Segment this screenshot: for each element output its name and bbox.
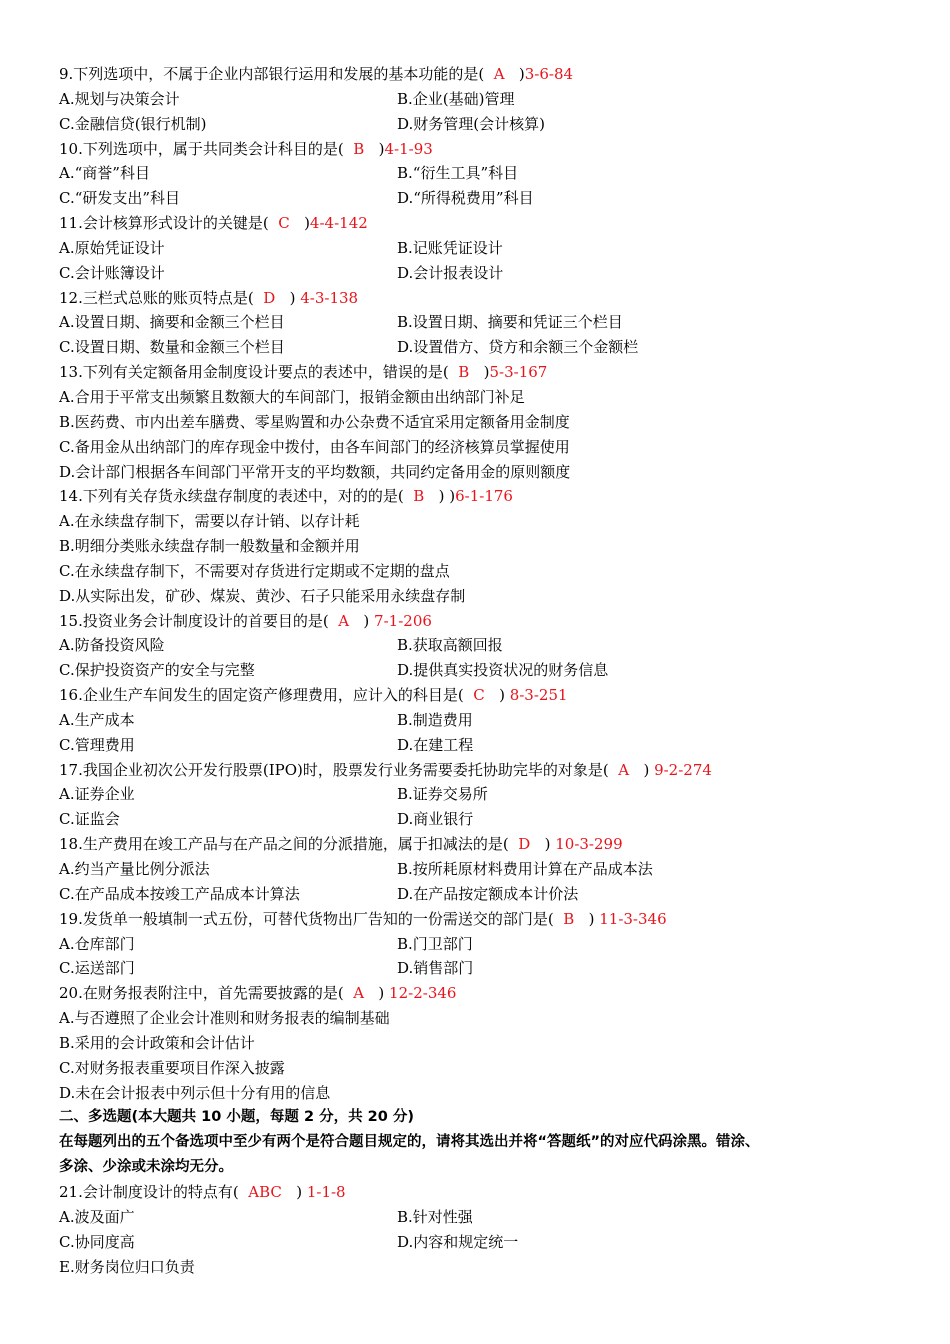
source-ref: 4-4-142 [309,214,368,233]
option: B.获取高额回报 [397,636,503,655]
question-text: 16.企业生产车间发生的固定资产修理费用，应计入的科目是( [59,686,464,705]
source-ref: 5-3-167 [489,363,548,382]
option: C.运送部门 [59,959,135,978]
question-text: 13.下列有关定额备用金制度设计要点的表述中，错误的是( [59,363,449,382]
question-stem [59,1180,899,1205]
option: A.规划与决策会计 [59,89,180,108]
answer-space [629,761,643,779]
question-text: 10.下列选项中，属于共同类会计科目的是( [59,139,344,158]
question-stem [59,286,899,311]
question-stem [59,609,899,634]
source-ref: 8-3-251 [509,686,568,705]
option: A.波及面广 [59,1207,135,1226]
option: C.会计账簿设计 [59,263,165,282]
answer-space [364,140,378,158]
option-row [59,236,899,261]
question-stem [59,484,899,509]
option: B.医药费、市内出差车膳费、零星购置和办公杂费不适宜采用定额备用金制度 [59,412,570,431]
question-stem [59,211,899,236]
answer-space [505,65,519,83]
question-block [59,360,899,484]
option: A.合用于平常支出频繁且数额大的车间部门，报销金额由出纳部门补足 [59,387,525,406]
option: B.记账凭证设计 [397,238,503,257]
option-row [59,335,899,360]
question-block [59,758,899,833]
question-block [59,609,899,684]
section-instruction: 多涂、少涂或未涂均无分。 [59,1159,233,1176]
option-row [59,112,899,137]
option: C.金融信贷(银行机制) [59,114,207,133]
option: C.保护投资资产的安全与完整 [59,661,255,680]
option-row [59,1205,899,1230]
answer-key: ABC [248,1182,282,1201]
option-row [59,310,899,335]
question-block [59,683,899,758]
closing-paren: ) [296,1182,307,1201]
answer-key: D [518,835,531,854]
question-stem [59,360,899,385]
answer-key: A [493,65,505,83]
option-row [59,261,899,286]
question-stem [59,981,899,1006]
question-block [59,981,899,1105]
answer-space [424,487,438,505]
option: D.未在会计报表中列示但十分有用的信息 [59,1083,331,1102]
option: E.财务岗位归口负责 [59,1257,195,1276]
closing-paren: ) [588,909,600,928]
option: A.仓库部门 [59,934,135,953]
option-row [59,932,899,957]
question-stem [59,907,899,932]
option: D.在建工程 [397,735,474,754]
question-block [59,832,899,907]
question-stem [59,62,899,87]
option: B.采用的会计政策和会计估计 [59,1033,255,1052]
option: B.设置日期、摘要和凭证三个栏目 [397,313,623,332]
source-ref: 4-3-138 [300,288,359,307]
option: C.“研发支出”科目 [59,189,181,208]
answer-key: A [618,760,630,779]
answer-space [484,65,494,83]
option-row [59,882,899,907]
question-stem [59,683,899,708]
option-row [59,807,899,832]
answer-space [275,289,289,307]
closing-paren: ) [643,760,655,779]
question-text: 21.会计制度设计的特点有( [59,1182,239,1201]
question-text: 11.会计核算形式设计的关键是( [59,214,269,233]
question-text: 18.生产费用在竣工产品与在产品之间的分派措施，属于扣减法的是( [59,835,509,854]
answer-space [609,761,619,779]
option: D.“所得税费用”科目 [397,189,534,208]
question-block [59,137,899,212]
answer-space [509,835,519,853]
option-row [59,782,899,807]
option: A.证券企业 [59,785,135,804]
option: C.备用金从出纳部门的库存现金中拨付，由各车间部门的经济核算员掌握使用 [59,437,570,456]
question-block [59,1180,899,1279]
question-block [59,286,899,361]
answer-space [485,686,499,704]
option: C.证监会 [59,810,120,829]
question-block [59,62,899,137]
option: A.设置日期、摘要和金额三个栏目 [59,313,285,332]
answer-space [239,1183,249,1201]
source-ref: 1-1-8 [306,1182,346,1201]
option: B.门卫部门 [397,934,473,953]
answer-space [344,984,354,1002]
source-ref: 11-3-346 [599,909,667,928]
answer-key: A [353,984,365,1003]
question-stem [59,137,899,162]
source-ref: 3-6-84 [524,65,574,83]
closing-paren: ) [378,984,390,1003]
closing-paren: ) [518,65,525,83]
option: A.“商誉”科目 [59,164,150,183]
option-row [59,633,899,658]
closing-paren: ) ) [438,487,456,506]
question-text: 12.三栏式总账的账页特点是( [59,288,254,307]
question-block [59,907,899,982]
answer-key: D [263,288,276,307]
section-instruction: 在每题列出的五个备选项中至少有两个是符合题目规定的，请将其选出并将“答题纸”的对应代码涂黑。错涂、 [59,1134,760,1151]
option: D.财务管理(会计核算) [397,114,545,133]
option: A.防备投资风险 [59,636,165,655]
closing-paren: ) [544,835,556,854]
question-text: 17.我国企业初次公开发行股票(IPO)时，股票发行业务需要委托协助完毕的对象是( [59,760,609,779]
answer-space [269,214,279,232]
option-row [59,161,899,186]
answer-key: B [413,487,425,506]
option: D.商业银行 [397,810,474,829]
closing-paren: ) [378,139,385,158]
option: B.“衍生工具”科目 [397,164,519,183]
option: D.设置借方、贷方和余额三个金额栏 [397,338,639,357]
option: A.生产成本 [59,710,135,729]
option: B.制造费用 [397,710,473,729]
answer-space [449,363,459,381]
answer-key: B [458,363,470,382]
option: C.在永续盘存制下，不需要对存货进行定期或不定期的盘点 [59,561,450,580]
option: D.内容和规定统一 [397,1232,519,1251]
option-row [59,658,899,683]
option: B.证券交易所 [397,785,488,804]
answer-key: B [353,139,365,158]
option: A.约当产量比例分派法 [59,860,210,878]
option: B.企业(基础)管理 [397,89,515,108]
option: D.提供真实投资状况的财务信息 [397,661,609,680]
closing-paren: ) [304,214,310,233]
option: C.协同度高 [59,1232,135,1251]
source-ref: 4-1-93 [384,139,433,158]
question-text: 19.发货单一般填制一式五份，可替代货物出厂告知的一份需送交的部门是( [59,909,554,928]
answer-space [464,686,474,704]
source-ref: 10-3-299 [555,835,623,854]
option-row [59,708,899,733]
option-row [59,733,899,758]
answer-key: C [473,686,485,705]
answer-space [254,289,264,307]
option: B.按所耗原材料费用计算在产品成本法 [397,860,653,878]
option-row [59,186,899,211]
source-ref: 9-2-274 [654,760,712,779]
question-stem [59,758,899,783]
question-text: 9.下列选项中，不属于企业内部银行运用和发展的基本功能的是( [59,65,485,83]
closing-paren: ) [363,611,375,630]
closing-paren: ) [483,363,490,382]
answer-space [404,487,414,505]
option-row [59,956,899,981]
option-row [59,87,899,112]
answer-space [530,835,544,853]
question-text: 15.投资业务会计制度设计的首要目的是( [59,611,329,630]
closing-paren: ) [499,686,510,705]
source-ref: 7-1-206 [374,611,432,630]
answer-space [329,612,339,630]
question-stem [59,832,899,857]
option: D.会计部门根据各车间部门平常开支的平均数额，共同约定备用金的原则额度 [59,462,571,481]
option: C.设置日期、数量和金额三个栏目 [59,338,285,357]
closing-paren: ) [289,288,301,307]
option: C.对财务报表重要项目作深入披露 [59,1058,285,1077]
question-text: 14.下列有关存货永续盘存制度的表述中，对的的是( [59,487,404,506]
answer-space [364,984,378,1002]
answer-space [290,214,304,232]
option: B.明细分类账永续盘存制一般数量和金额并用 [59,537,360,556]
answer-space [469,363,483,381]
question-text: 20.在财务报表附注中，首先需要披露的是( [59,984,344,1003]
option: D.销售部门 [397,959,474,978]
answer-key: B [563,909,575,928]
option: C.管理费用 [59,735,135,754]
source-ref: 6-1-176 [455,487,513,506]
section-title: 二、多选题(本大题共 10 小题，每题 2 分，共 20 分) [59,1109,414,1126]
option: C.在产品成本按竣工产品成本计算法 [59,884,300,903]
question-block [59,484,899,608]
answer-space [554,910,564,928]
option: A.在永续盘存制下，需要以存计销、以存计耗 [59,512,360,531]
option: D.会计报表设计 [397,263,504,282]
answer-key: A [338,611,350,630]
option-row [59,857,899,882]
option: A.原始凭证设计 [59,238,165,257]
source-ref: 12-2-346 [389,984,457,1003]
answer-space [344,140,354,158]
answer-space [574,910,588,928]
option: A.与否遵照了企业会计准则和财务报表的编制基础 [59,1009,390,1028]
option: D.从实际出发，矿砂、煤炭、黄沙、石子只能采用永续盘存制 [59,586,466,605]
answer-space [282,1183,296,1201]
question-block [59,211,899,286]
answer-space [349,612,363,630]
answer-key: C [278,214,290,233]
option-row [59,1230,899,1255]
option: D.在产品按定额成本计价法 [397,884,579,903]
exam-content [59,62,899,1279]
option: B.针对性强 [397,1207,473,1226]
